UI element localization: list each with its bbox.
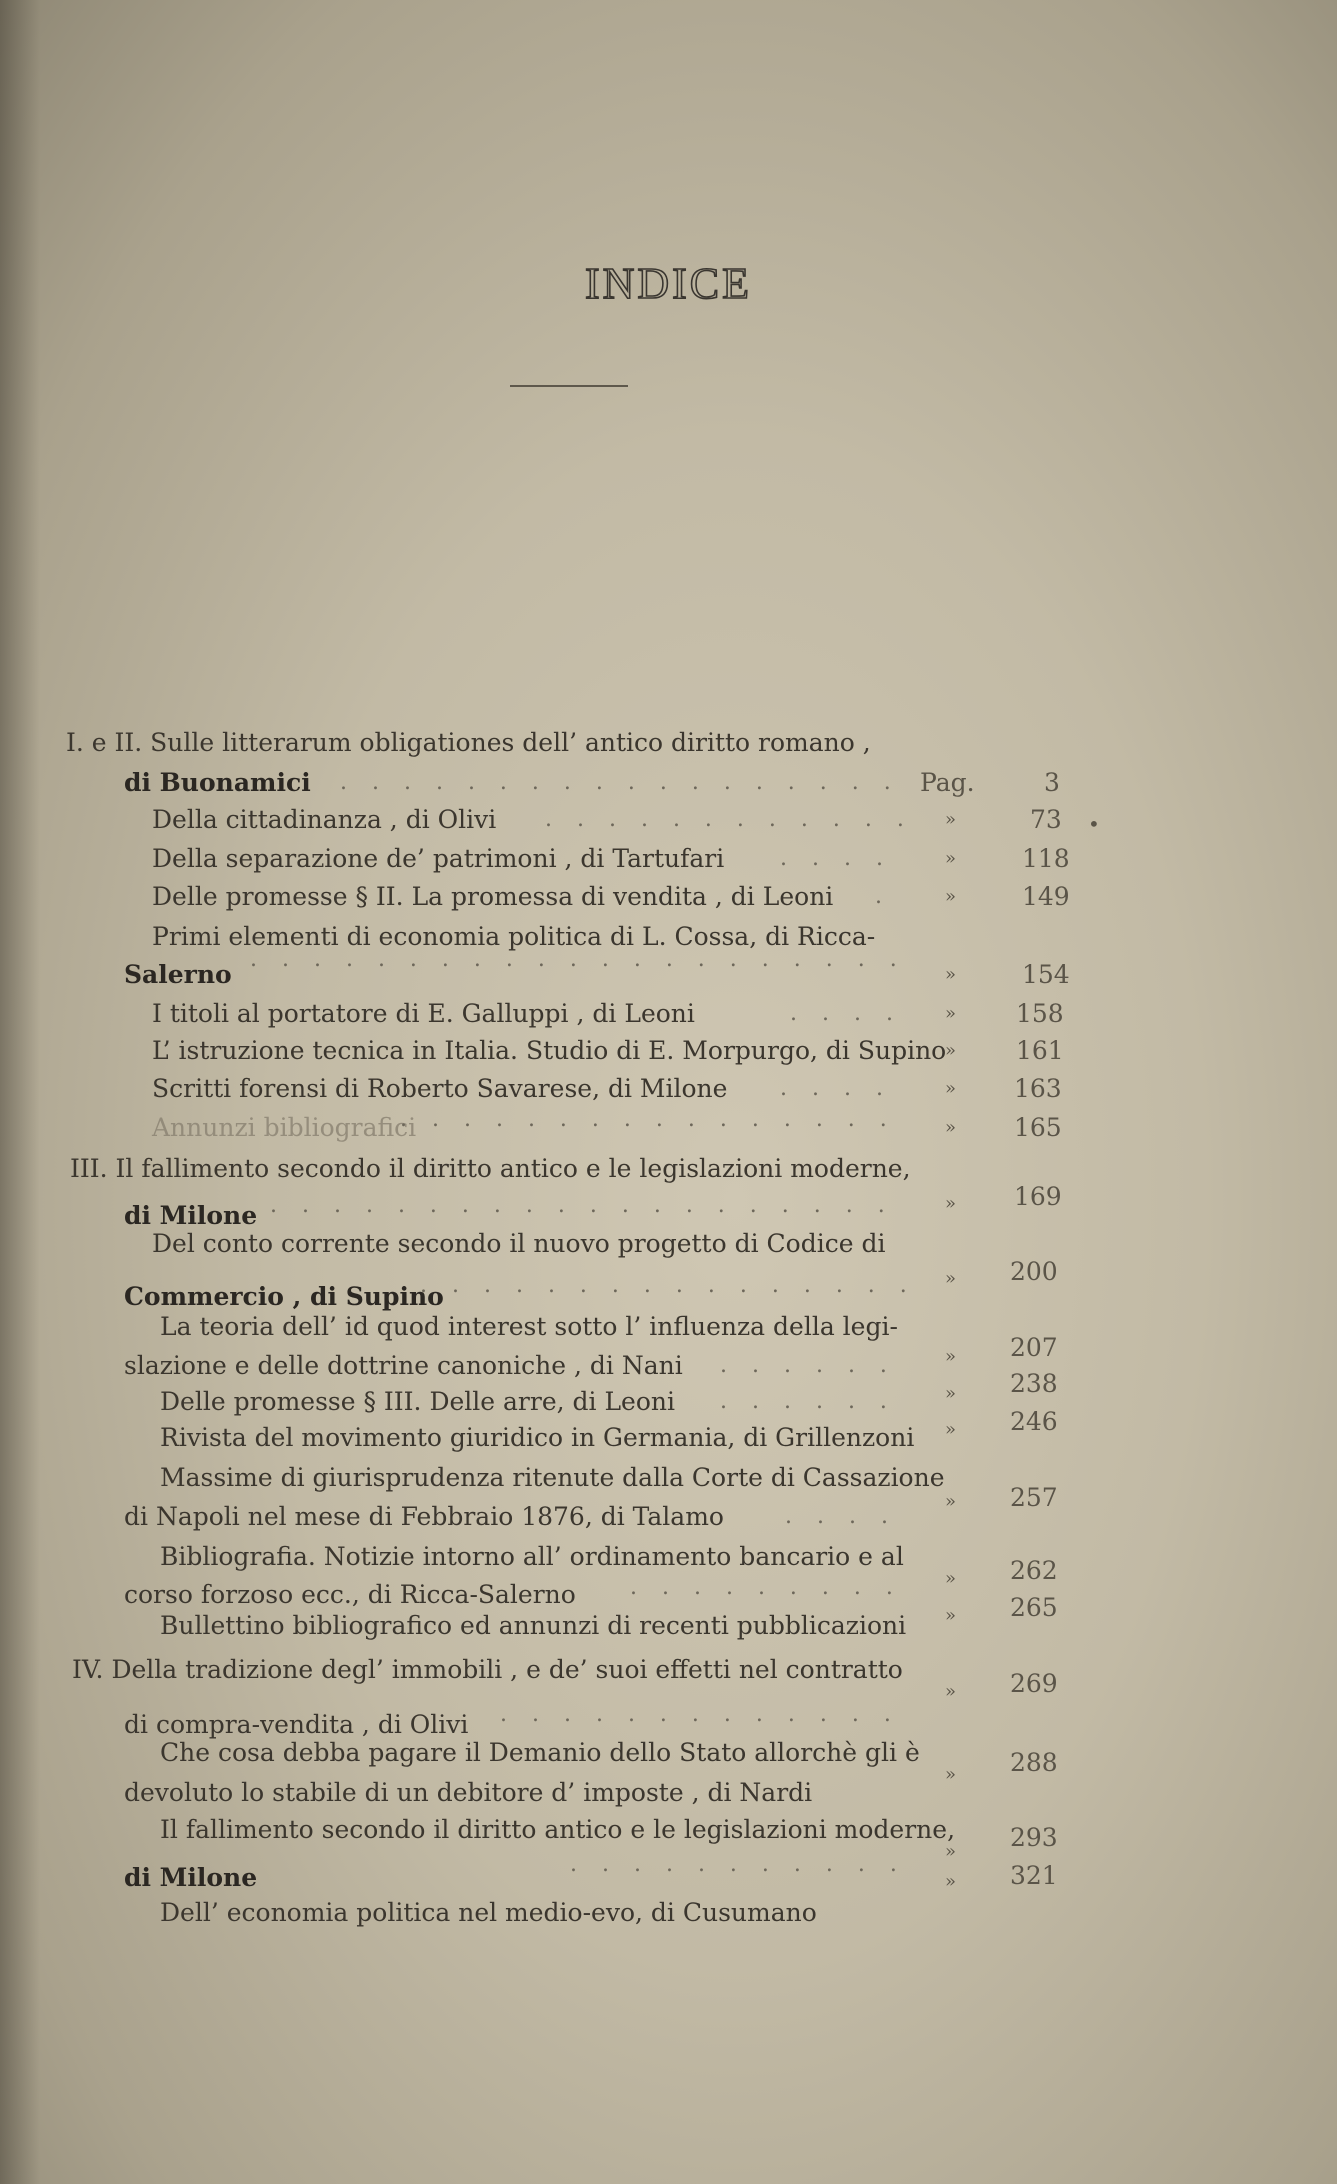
bullet: » [945,1268,957,1289]
toc-entry [160,1307,898,1347]
toc-entry-text: di Napoli nel mese di Febbraio 1876, di Talamo [124,1502,724,1531]
toc-entry [124,1497,724,1537]
toc-entry-text: Rivista del movimento giuridico in Germania, di Grillenzoni [160,1423,915,1452]
toc-entry-text: Del conto corrente secondo il nuovo progetto di Codice di [152,1229,886,1258]
bullet: » [945,1568,957,1589]
toc-entry [152,800,496,840]
toc-page-number: 265 [1010,1593,1058,1622]
toc-page-number: 238 [1010,1369,1058,1398]
toc-entry-text: Massime di giurisprudenza ritenute dalla Corte di Cassazione [160,1463,945,1492]
toc-entry [152,1031,946,1071]
toc-entry [124,955,232,995]
dot-leader: . . . . [780,1076,892,1101]
bullet: » [945,1040,957,1061]
toc-entry-text: di Milone [124,1201,258,1230]
toc-entry-text: I titoli al portatore di E. Galluppi , di Leoni [152,999,695,1028]
toc-entry [124,1346,683,1386]
toc-page-number: 262 [1010,1556,1058,1585]
toc-entry-text: La teoria dell’ id quod interest sotto l’ influenza della legi- [160,1312,898,1341]
toc-entry-text: corso forzoso ecc., di Ricca-Salerno [124,1580,576,1609]
toc-entry-text: Salerno [124,960,232,989]
bullet: » [945,1605,957,1626]
dot-leader: . . . . . . [720,1353,896,1378]
toc-entry-text: Delle promesse § II. La promessa di vendita , di Leoni [152,882,834,911]
page-label: Pag. [920,768,975,797]
toc-page-number: 200 [1010,1257,1058,1286]
toc-entry-text: Che cosa debba pagare il Demanio dello Stato allorchè gli è [160,1738,920,1767]
ink-speck: • [1088,812,1100,836]
toc-entry [152,877,833,917]
toc-page-number: 293 [1010,1823,1058,1852]
toc-entry [152,994,695,1034]
toc-entry-text: Della separazione de’ patrimoni , di Tartufari [152,844,725,873]
dot-leader: . . . . . . [720,1389,896,1414]
toc-entry-text: Scritti forensi di Roberto Savarese, di Milone [152,1074,728,1103]
dot-leader: . . . . . . . . . . . . . [500,1702,900,1727]
toc-entry-text: di Buonamici [124,768,311,797]
dot-leader: . . . . . . . . . . . . . . . . [420,1273,916,1298]
toc-page-number: 321 [1010,1861,1058,1890]
bullet: » [945,886,957,907]
toc-entry-text: III. Il fallimento secondo il diritto antico e le legislazioni moderne, [70,1154,911,1183]
bullet: » [945,1764,957,1785]
toc-page-number: 161 [1016,1036,1064,1065]
bullet: » [945,1383,957,1404]
toc-entry-text: di compra-vendita , di Olivi [124,1710,469,1739]
bullet: » [945,1491,957,1512]
dot-leader: . . . . . . . . . . . . . . . . . . [340,770,900,795]
dot-leader: . . . . . . . . . . . . . . . . . . . . . [250,947,906,972]
toc-entry [72,1650,903,1690]
toc-page-number: 207 [1010,1333,1058,1362]
toc-page-number: 169 [1014,1182,1062,1211]
toc-entry [124,763,311,803]
toc-entry-text: di Milone [124,1863,258,1892]
toc-entry [160,1606,906,1646]
bullet: » [945,1681,957,1702]
bullet: » [945,809,957,830]
toc-entry [66,723,871,763]
toc-page-number: 118 [1022,844,1070,873]
toc-page-number: 257 [1010,1483,1058,1512]
dot-leader: . . . . . . . . . [630,1575,902,1600]
dot-leader: . . . . . . . . . . . [570,1852,906,1877]
toc-page-number: 269 [1010,1669,1058,1698]
toc-entry-text: Primi elementi di economia politica di L. Cossa, di Ricca- [152,922,876,951]
toc-page-number: 163 [1014,1074,1062,1103]
toc-entry-text: devoluto lo stabile di un debitore d’ imposte , di Nardi [124,1778,813,1807]
toc-entry [160,1458,945,1498]
dot-leader: . [875,884,891,909]
toc-entry [160,1733,920,1773]
toc-entry [70,1149,911,1189]
dot-leader: . . . . . . . . . . . . . . . . [400,1107,896,1132]
bullet: » [945,1003,957,1024]
dot-leader: . . . . [780,846,892,871]
toc-entry-text: I. e II. Sulle litterarum obligationes dell’ antico diritto romano , [66,728,871,757]
toc-page-number: 73 [1030,805,1062,834]
toc-entry [160,1418,914,1458]
toc-entry-text: Delle promesse § III. Delle arre, di Leoni [160,1387,676,1416]
toc-entry [124,1773,812,1813]
toc-entry-text: L’ istruzione tecnica in Italia. Studio di E. Morpurgo, di Supino [152,1036,947,1065]
page-title: INDICE [584,259,753,308]
toc-entry [124,1858,257,1898]
toc-page-number: 158 [1016,999,1064,1028]
toc-entry-text: Annunzi bibliografici [152,1113,417,1142]
toc-page-number: 246 [1010,1407,1058,1436]
toc-entry [152,1224,885,1264]
toc-entry [160,1382,675,1422]
dot-leader: . . . . . . . . . . . . [545,807,913,832]
bullet: » [945,1078,957,1099]
bullet: » [945,1841,957,1862]
toc-page-number: 3 [1044,768,1060,797]
toc-entry [160,1893,817,1933]
toc-entry-text: slazione e delle dottrine canoniche , di Nani [124,1351,683,1380]
toc-entry [152,839,724,879]
toc-page-number: 165 [1014,1113,1062,1142]
bullet: » [945,1346,957,1367]
bullet: » [945,1419,957,1440]
bullet: » [945,1193,957,1214]
bullet: » [945,1871,957,1892]
dot-leader: . . . . [785,1504,897,1529]
bullet: » [945,848,957,869]
toc-entry-text: Della cittadinanza , di Olivi [152,805,497,834]
toc-entry-text: Dell’ economia politica nel medio-evo, di Cusumano [160,1898,817,1927]
toc-entry-text: Bibliografia. Notizie intorno all’ ordinamento bancario e al [160,1542,904,1571]
toc-page-number: 154 [1022,960,1070,989]
dot-leader: . . . . . . . . . . . . . . . . . . . . [270,1193,894,1218]
toc-entry [152,1108,416,1148]
toc-entry-text: Il fallimento secondo il diritto antico e le legislazioni moderne, [160,1815,956,1844]
toc-entry [160,1810,955,1850]
toc-entry-text: Bullettino bibliografico ed annunzi di recenti pubblicazioni [160,1611,907,1640]
bullet: » [945,964,957,985]
dot-leader: . . . . [790,1001,902,1026]
toc-entry-text: IV. Della tradizione degl’ immobili , e de’ suoi effetti nel contratto [72,1655,903,1684]
bullet: » [945,1117,957,1138]
toc-page-number: 149 [1022,882,1070,911]
toc-entry-text: Commercio , di Supino [124,1282,444,1311]
toc-page-number: 288 [1010,1748,1058,1777]
